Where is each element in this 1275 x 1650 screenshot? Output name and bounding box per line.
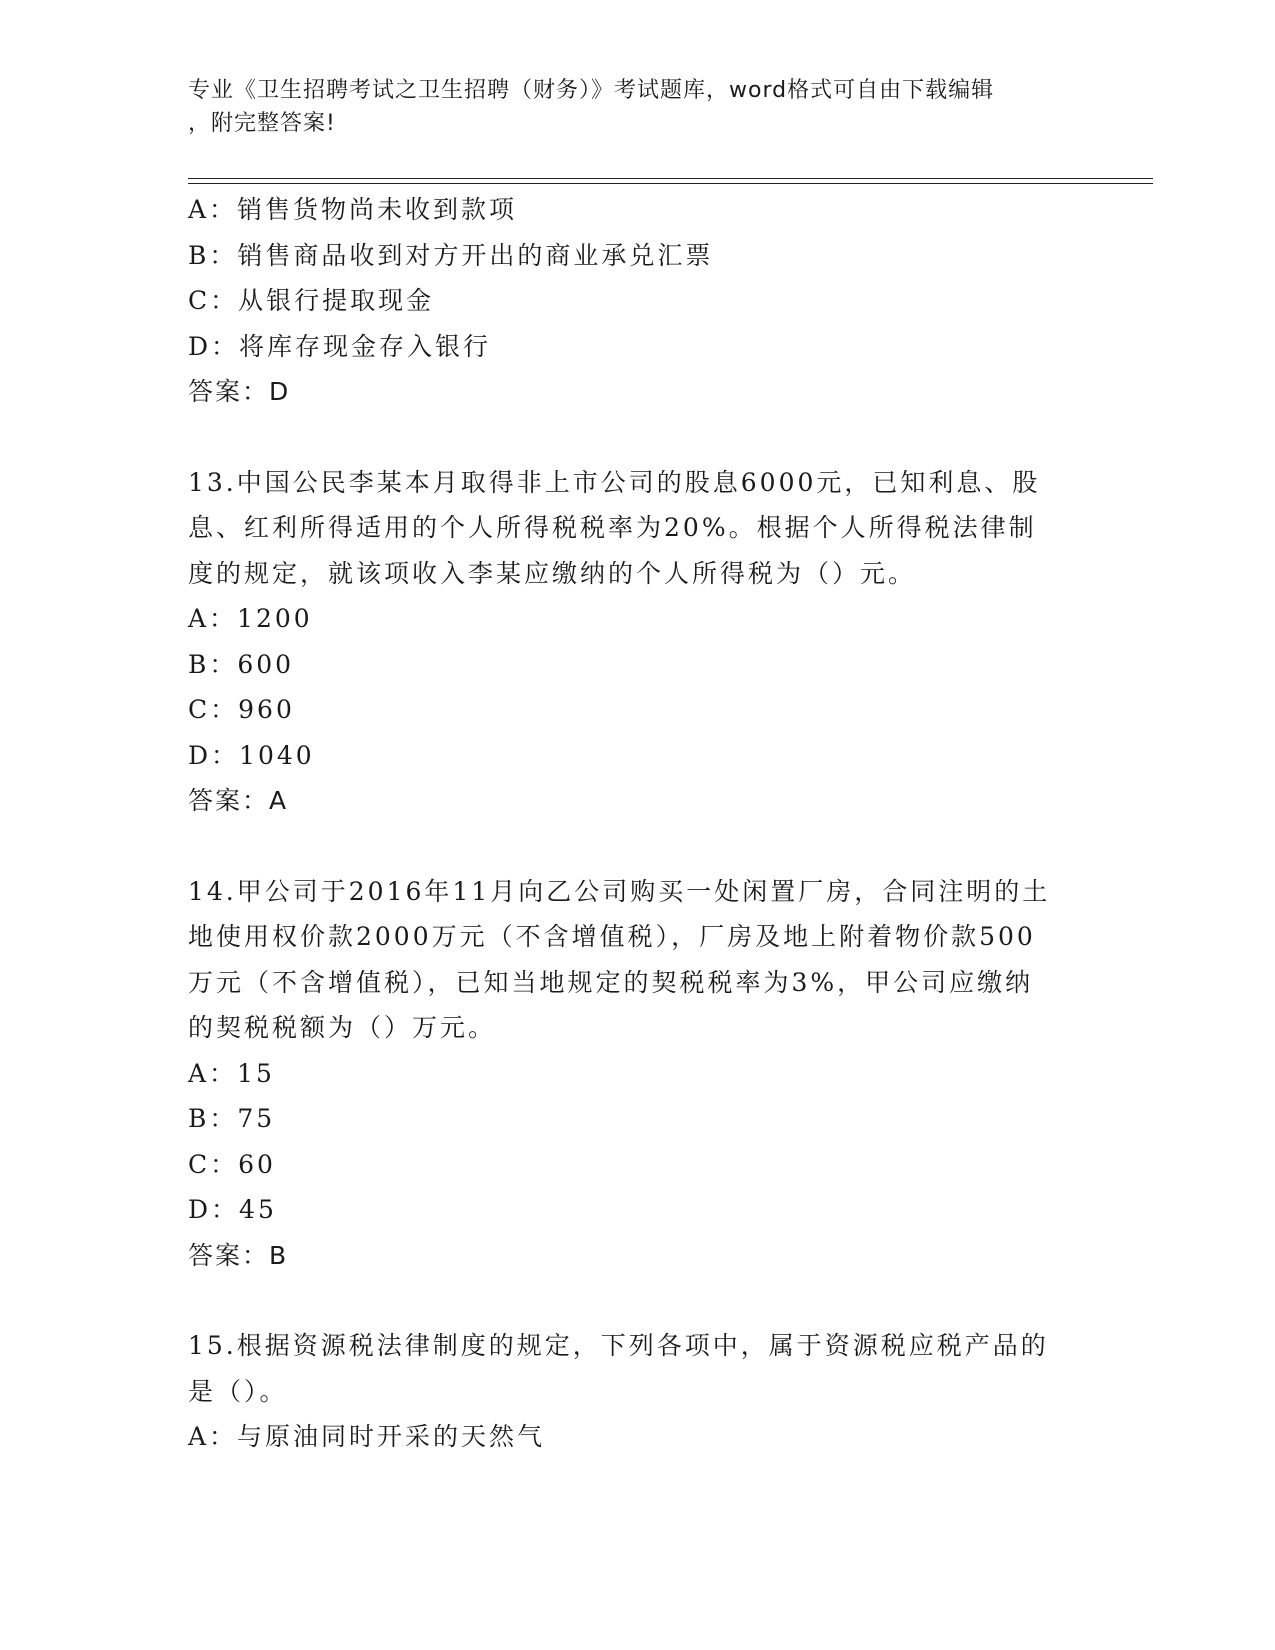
question-list	[188, 187, 1088, 1460]
question-stem-line: 13.中国公民李某本月取得非上市公司的股息6000元，已知利息、股	[188, 467, 1041, 497]
option-a: A：1200	[188, 604, 313, 633]
question-stem-line: 是（）。	[188, 1376, 288, 1406]
header-line-1: 专业《卫生招聘考试之卫生招聘（财务）》考试题库，word格式可自由下载编辑	[188, 78, 995, 103]
option-b: B：75	[188, 1104, 276, 1133]
header-divider-bottom	[188, 183, 1153, 184]
option-a: A：与原油同时开采的天然气	[188, 1422, 546, 1451]
option-b: B：销售商品收到对方开出的商业承兑汇票	[188, 240, 714, 270]
answer-line: 答案：B	[188, 1240, 289, 1270]
question-stem-line: 万元（不含增值税），已知当地规定的契税税率为3%，甲公司应缴纳	[188, 967, 1034, 997]
header-line-2: ，附完整答案!	[188, 111, 336, 136]
answer-line: 答案：A	[188, 786, 289, 815]
question-stem-line: 息、红利所得适用的个人所得税税率为20%。根据个人所得税法律制	[188, 513, 1037, 542]
option-d: D：将库存现金存入银行	[188, 331, 492, 361]
question-stem-line: 14.甲公司于2016年11月向乙公司购买一处闲置厂房，合同注明的土	[188, 876, 1051, 906]
question-13	[188, 460, 1088, 824]
option-c: C：从银行提取现金	[188, 286, 435, 315]
option-d: D：45	[188, 1195, 277, 1224]
option-b: B：600	[188, 649, 295, 679]
option-a: A：15	[188, 1058, 275, 1088]
question-stem-line: 度的规定，就该项收入李某应缴纳的个人所得税为（）元。	[188, 558, 917, 588]
question-14	[188, 869, 1088, 1279]
option-d: D：1040	[188, 740, 315, 770]
option-c: C：60	[188, 1149, 276, 1179]
question-stem-line: 地使用权价款2000万元（不含增值税），厂房及地上附着物价款500	[188, 922, 1036, 951]
question-stem-line: 15.根据资源税法律制度的规定，下列各项中，属于资源税应税产品的	[188, 1331, 1049, 1360]
question-12	[188, 187, 1088, 415]
option-a: A：销售货物尚未收到款项	[188, 195, 518, 224]
question-stem-line: 的契税税额为（）万元。	[188, 1013, 497, 1042]
document-header	[188, 74, 1088, 140]
answer-line: 答案：D	[188, 377, 291, 406]
header-divider-top	[188, 178, 1153, 179]
option-c: C：960	[188, 695, 295, 724]
question-15	[188, 1323, 1088, 1460]
